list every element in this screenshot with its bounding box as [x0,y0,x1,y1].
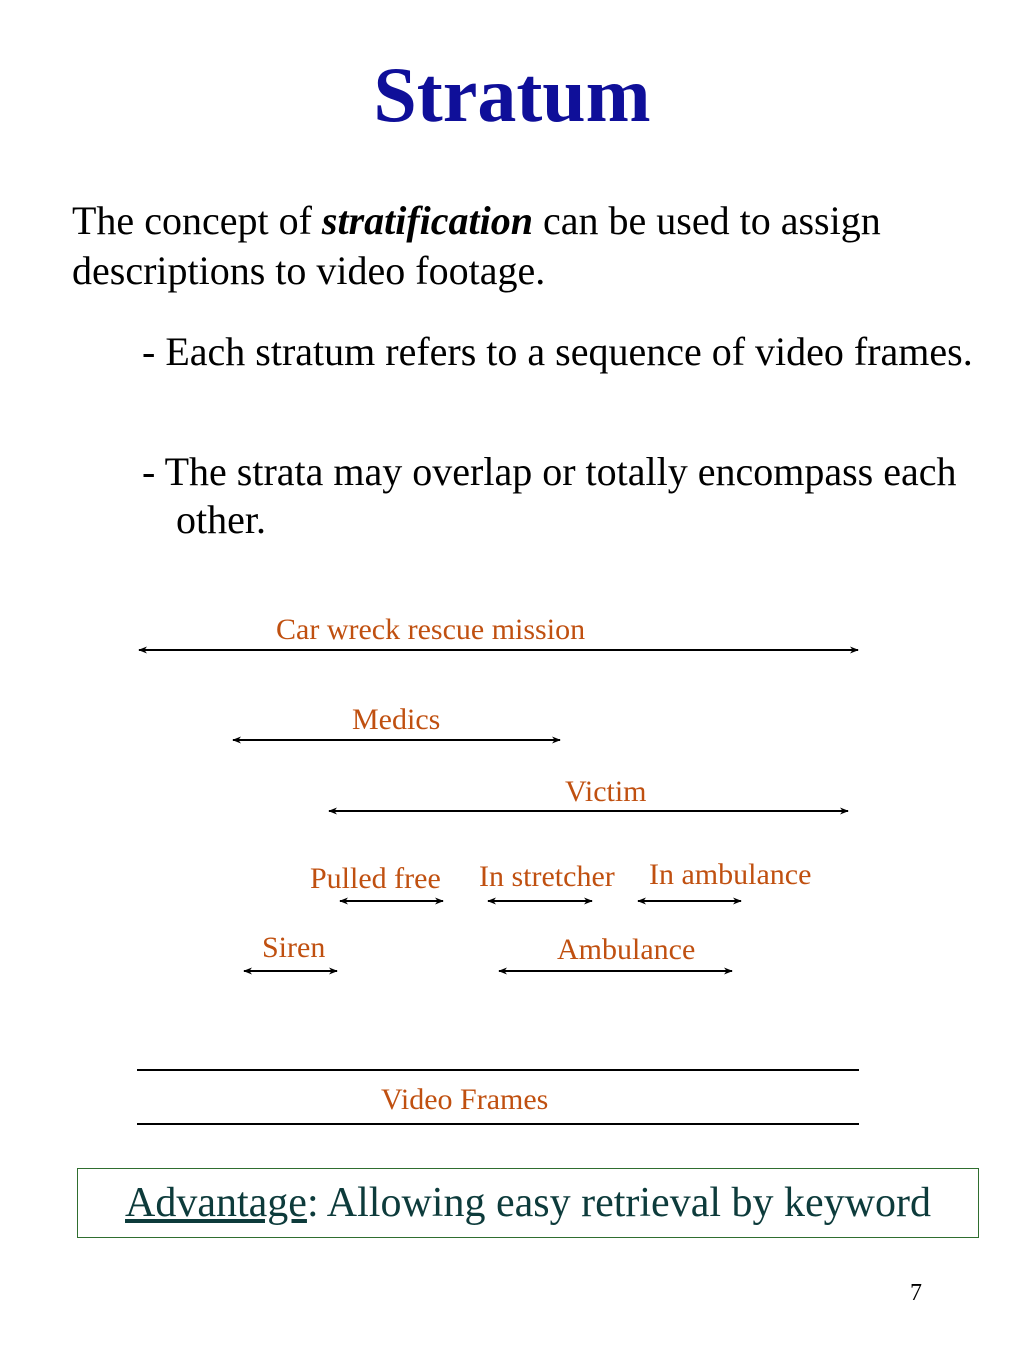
stratum-label-in-ambulance: In ambulance [649,858,812,891]
stratum-label-in-stretcher: In stretcher [479,860,615,893]
intro-emphasis: stratification [321,198,534,243]
stratum-label-pulled-free: Pulled free [310,862,441,895]
video-frames-label: Video Frames [381,1083,549,1116]
page-number: 7 [910,1280,922,1306]
slide-title: Stratum [373,51,651,138]
stratum-label-victim: Victim [565,775,647,808]
intro-text-after: can be used to assign descriptions to video footage. [72,198,881,293]
stratum-label-ambulance: Ambulance [557,933,696,966]
advantage-box [77,1168,979,1238]
stratum-label-car-wreck-rescue-mission: Car wreck rescue mission [276,613,586,646]
advantage-text: : Allowing easy retrieval by keyword [306,1180,931,1226]
bullet-item: - Each stratum refers to a sequence of video frames. [142,329,973,374]
intro-text-before: The concept of [72,198,322,243]
stratum-label-siren: Siren [262,931,326,964]
advantage-keyword: Advantage [125,1180,307,1226]
stratum-label-medics: Medics [352,703,441,736]
bullet-item: - The strata may overlap or totally encompass each other. [142,449,957,542]
